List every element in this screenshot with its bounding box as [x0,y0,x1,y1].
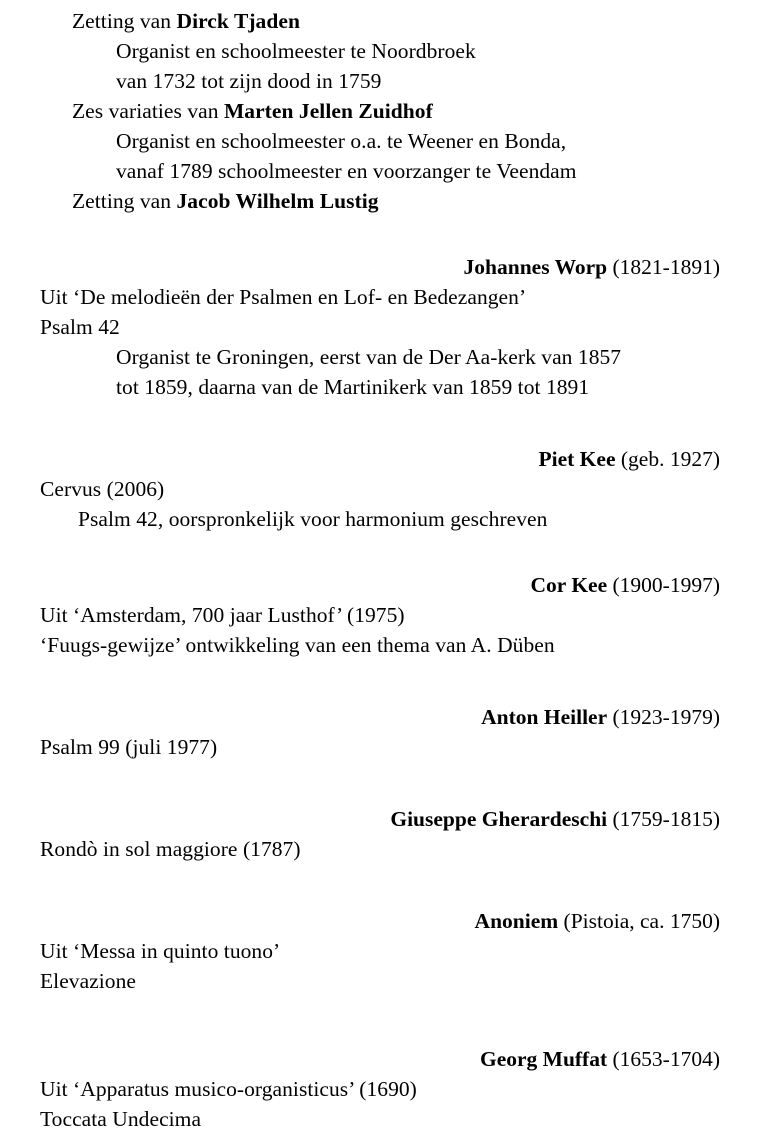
entry-prefix: Zetting van [72,9,177,33]
entry-composer-name: Marten Jellen Zuidhof [223,99,433,123]
composer-heading [40,252,720,282]
composer-name: Anton Heiller [481,705,608,729]
entry-prefix: Zes variaties van [72,99,224,123]
program-entry-line [72,186,720,216]
program-note-line: van 1732 tot zijn dood in 1759 [116,69,382,93]
entry-composer-name: Dirck Tjaden [176,9,300,33]
program-note-line: vanaf 1789 schoolmeester en voorzanger te Veendam [116,159,577,183]
composer-heading [40,804,720,834]
section-spacer [40,660,720,702]
program-entry-line [72,6,720,36]
section-spacer [40,864,720,906]
program-work-line: Rondò in sol maggiore (1787) [40,837,301,861]
program-work-line: Uit ‘De melodieën der Psalmen en Lof- en Bedezangen’ [40,285,527,309]
program-work-line: Psalm 99 (juli 1977) [40,735,218,759]
composer-dates: (1759-1815) [612,807,720,831]
composer-dates: (1900-1997) [612,573,720,597]
program-work-line: Uit ‘Amsterdam, 700 jaar Lusthof’ (1975) [40,603,405,627]
program-work-line: Cervus (2006) [40,477,165,501]
composer-dates: (1923-1979) [612,705,720,729]
composer-name: Johannes Worp [463,255,608,279]
composer-heading [40,1044,720,1074]
composer-name: Anoniem [474,909,559,933]
composer-heading [40,570,720,600]
composer-dates: (Pistoia, ca. 1750) [563,909,720,933]
section-spacer [40,996,720,1044]
entry-prefix: Zetting van [72,189,177,213]
program-note-line: Psalm 42, oorspronkelijk voor harmonium geschreven [78,507,548,531]
program-note-line: Organist en schoolmeester o.a. te Weener en Bonda, [116,129,567,153]
program-note-line: tot 1859, daarna van de Martinikerk van 1859 tot 1891 [116,375,590,399]
program-work-line: Uit ‘Messa in quinto tuono’ [40,939,281,963]
section-spacer [40,534,720,570]
program-work-line: ‘Fuugs-gewijze’ ontwikkeling van een thema van A. Düben [40,633,555,657]
entry-composer-name: Jacob Wilhelm Lustig [176,189,379,213]
composer-heading [40,444,720,474]
section-spacer [40,402,720,444]
section-spacer [40,762,720,804]
program-work-line: Psalm 42 [40,315,120,339]
composer-name: Cor Kee [530,573,608,597]
composer-dates: (1653-1704) [612,1047,720,1071]
composer-heading [40,702,720,732]
program-entry-line [72,96,720,126]
section-spacer [40,216,720,252]
program-note-line: Organist en schoolmeester te Noordbroek [116,39,476,63]
program-work-line: Elevazione [40,969,137,993]
composer-heading [40,906,720,936]
program-work-line: Uit ‘Apparatus musico-organisticus’ (1690) [40,1077,417,1101]
composer-dates: (geb. 1927) [620,447,720,471]
composer-name: Giuseppe Gherardeschi [390,807,608,831]
top-block [40,6,720,216]
composer-name: Piet Kee [538,447,616,471]
composer-name: Georg Muffat [479,1047,608,1071]
program-work-line: Toccata Undecima [40,1107,202,1131]
composer-dates: (1821-1891) [612,255,720,279]
program-note-line: Organist te Groningen, eerst van de Der Aa-kerk van 1857 [116,345,622,369]
composer-sections [40,216,720,1134]
